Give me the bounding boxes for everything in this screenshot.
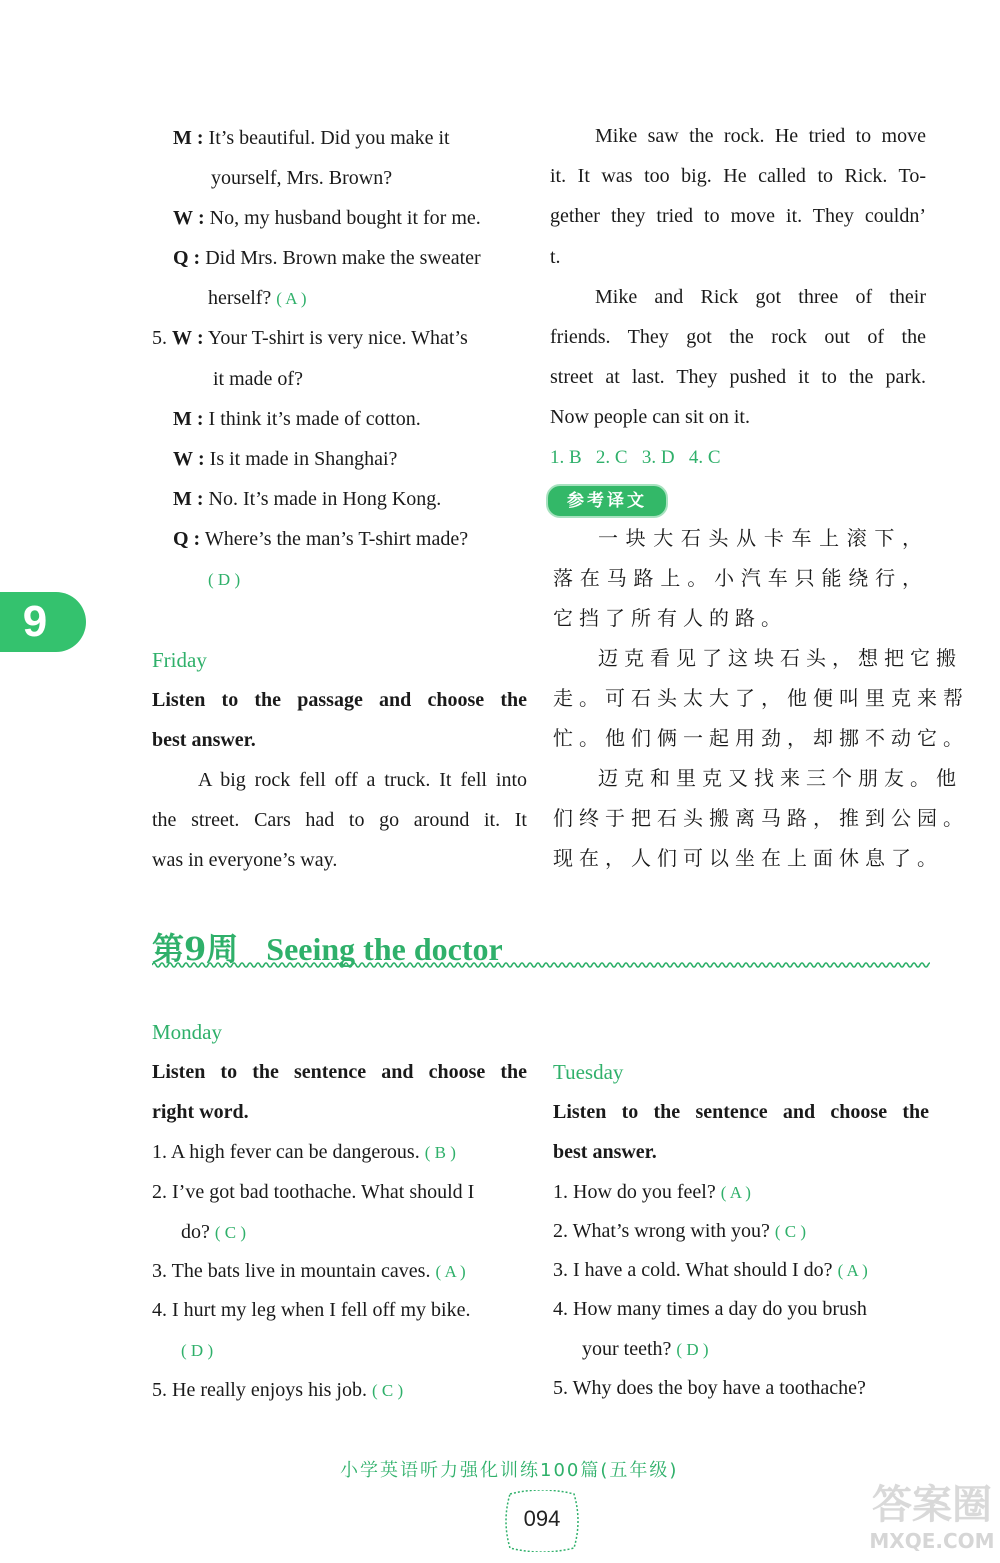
answer: ( D ) — [208, 570, 241, 589]
question-line: 1. How do you feel? ( A ) — [553, 1181, 751, 1203]
watermark-logo — [866, 1468, 996, 1558]
translation-line: 它挡了所有人的路。 — [553, 606, 787, 630]
chapter-tab: 9 — [0, 592, 86, 652]
dialogue-line: herself? ( A ) — [208, 287, 307, 309]
passage-line: Now people can sit on it. — [550, 406, 750, 428]
answer: ( D ) — [181, 1341, 214, 1360]
dialogue-line: Q : Where’s the man’s T-shirt made? — [173, 528, 469, 550]
passage-line: A big rock fell off a truck. It fell into — [198, 769, 527, 791]
dialogue-line: W : Is it made in Shanghai? — [173, 448, 398, 470]
passage-line: friends. They got the rock out of the — [550, 326, 926, 348]
dialogue-line: M : It’s beautiful. Did you make it — [173, 127, 450, 149]
answer: ( C ) — [774, 1222, 806, 1241]
translation-line: 们终于把石头搬离马路，推到公园。 — [553, 806, 969, 830]
passage-line: street at last. They pushed it to the park. — [550, 366, 926, 388]
translation-line: 现在，人们可以坐在上面休息了。 — [553, 846, 943, 870]
instruction: best answer. — [152, 729, 256, 751]
week-label: 第9周 — [152, 930, 239, 968]
passage-line: was in everyone’s way. — [152, 849, 338, 871]
instruction: Listen to the sentence and choose the — [152, 1061, 527, 1083]
instruction: best answer. — [553, 1141, 657, 1163]
instruction: right word. — [152, 1101, 249, 1123]
answer: ( A ) — [837, 1261, 868, 1280]
question-line: your teeth? ( D ) — [582, 1338, 709, 1360]
translation-line: 迈克和里克又找来三个朋友。他 — [598, 766, 962, 790]
passage-line: gether they tried to move it. They couldn’ — [550, 205, 926, 227]
dialogue-line: M : No. It’s made in Hong Kong. — [173, 488, 442, 510]
question-line: do? ( C ) — [181, 1221, 247, 1243]
translation-line: 忙。他们俩一起用劲，却挪不动它。 — [553, 726, 969, 750]
question-line: 2. I’ve got bad toothache. What should I — [152, 1181, 475, 1203]
dialogue-line: yourself, Mrs. Brown? — [211, 167, 393, 189]
question-line: 3. The bats live in mountain caves. ( A ) — [152, 1260, 466, 1282]
instruction: Listen to the sentence and choose the — [553, 1101, 929, 1123]
dialogue-line: it made of? — [213, 368, 303, 390]
translation-line: 走。可石头太大了，他便叫里克来帮 — [553, 686, 969, 710]
answer: ( C ) — [214, 1223, 247, 1242]
dialogue-line — [208, 567, 240, 592]
question-line: 2. What’s wrong with you? ( C ) — [553, 1220, 806, 1242]
answer: ( A ) — [276, 289, 307, 308]
dialogue-line: M : I think it’s made of cotton. — [173, 408, 421, 430]
svg-text:MXQE.COM: MXQE.COM — [869, 1529, 995, 1553]
passage-line: Mike and Rick got three of their — [595, 286, 926, 308]
answer: ( A ) — [720, 1183, 751, 1202]
question-line: 4. How many times a day do you brush — [553, 1298, 867, 1320]
question-line — [181, 1338, 213, 1363]
day-heading: Tuesday — [553, 1060, 624, 1084]
answer: ( D ) — [676, 1340, 709, 1359]
dialogue-line: Q : Did Mrs. Brown make the sweater — [173, 247, 481, 269]
passage-line: t. — [550, 246, 561, 268]
week-topic: Seeing the doctor — [266, 931, 503, 967]
question-line: 4. I hurt my leg when I fell off my bike. — [152, 1299, 471, 1321]
page-number: 094 — [523, 1506, 561, 1531]
passage-line: it. It was too big. He called to Rick. To- — [550, 165, 926, 187]
dialogue-line: W : No, my husband bought it for me. — [173, 207, 481, 229]
question-line: 1. A high fever can be dangerous. ( B ) — [152, 1141, 456, 1163]
book-title: 小学英语听力强化训练100篇(五年级) — [340, 1460, 679, 1481]
answer: ( A ) — [435, 1262, 466, 1281]
svg-text:答案圈: 答案圈 — [872, 1482, 992, 1528]
translation-line: 一块大石头从卡车上滚下， — [598, 526, 928, 550]
question-line: 5. Why does the boy have a toothache? — [553, 1377, 866, 1399]
passage-line: Mike saw the rock. He tried to move — [595, 125, 926, 147]
translation-badge: 参考译文 — [546, 484, 668, 518]
day-heading: Monday — [152, 1020, 222, 1044]
answer: ( C ) — [371, 1381, 404, 1400]
passage-line: the street. Cars had to go around it. It — [152, 809, 527, 831]
day-heading: Friday — [152, 648, 207, 672]
answer: ( B ) — [424, 1143, 456, 1162]
answer-key: 1. B 2. C 3. D 4. C — [550, 447, 721, 468]
dialogue-line: 5. W : Your T-shirt is very nice. What’s — [152, 327, 468, 349]
instruction: Listen to the passage and choose the — [152, 689, 527, 711]
translation-line: 落在马路上。小汽车只能绕行， — [553, 566, 928, 590]
question-line: 5. He really enjoys his job. ( C ) — [152, 1379, 404, 1401]
question-line: 3. I have a cold. What should I do? ( A ) — [553, 1259, 868, 1281]
wavy-divider — [152, 958, 930, 972]
translation-line: 迈克看见了这块石头，想把它搬 — [598, 646, 962, 670]
